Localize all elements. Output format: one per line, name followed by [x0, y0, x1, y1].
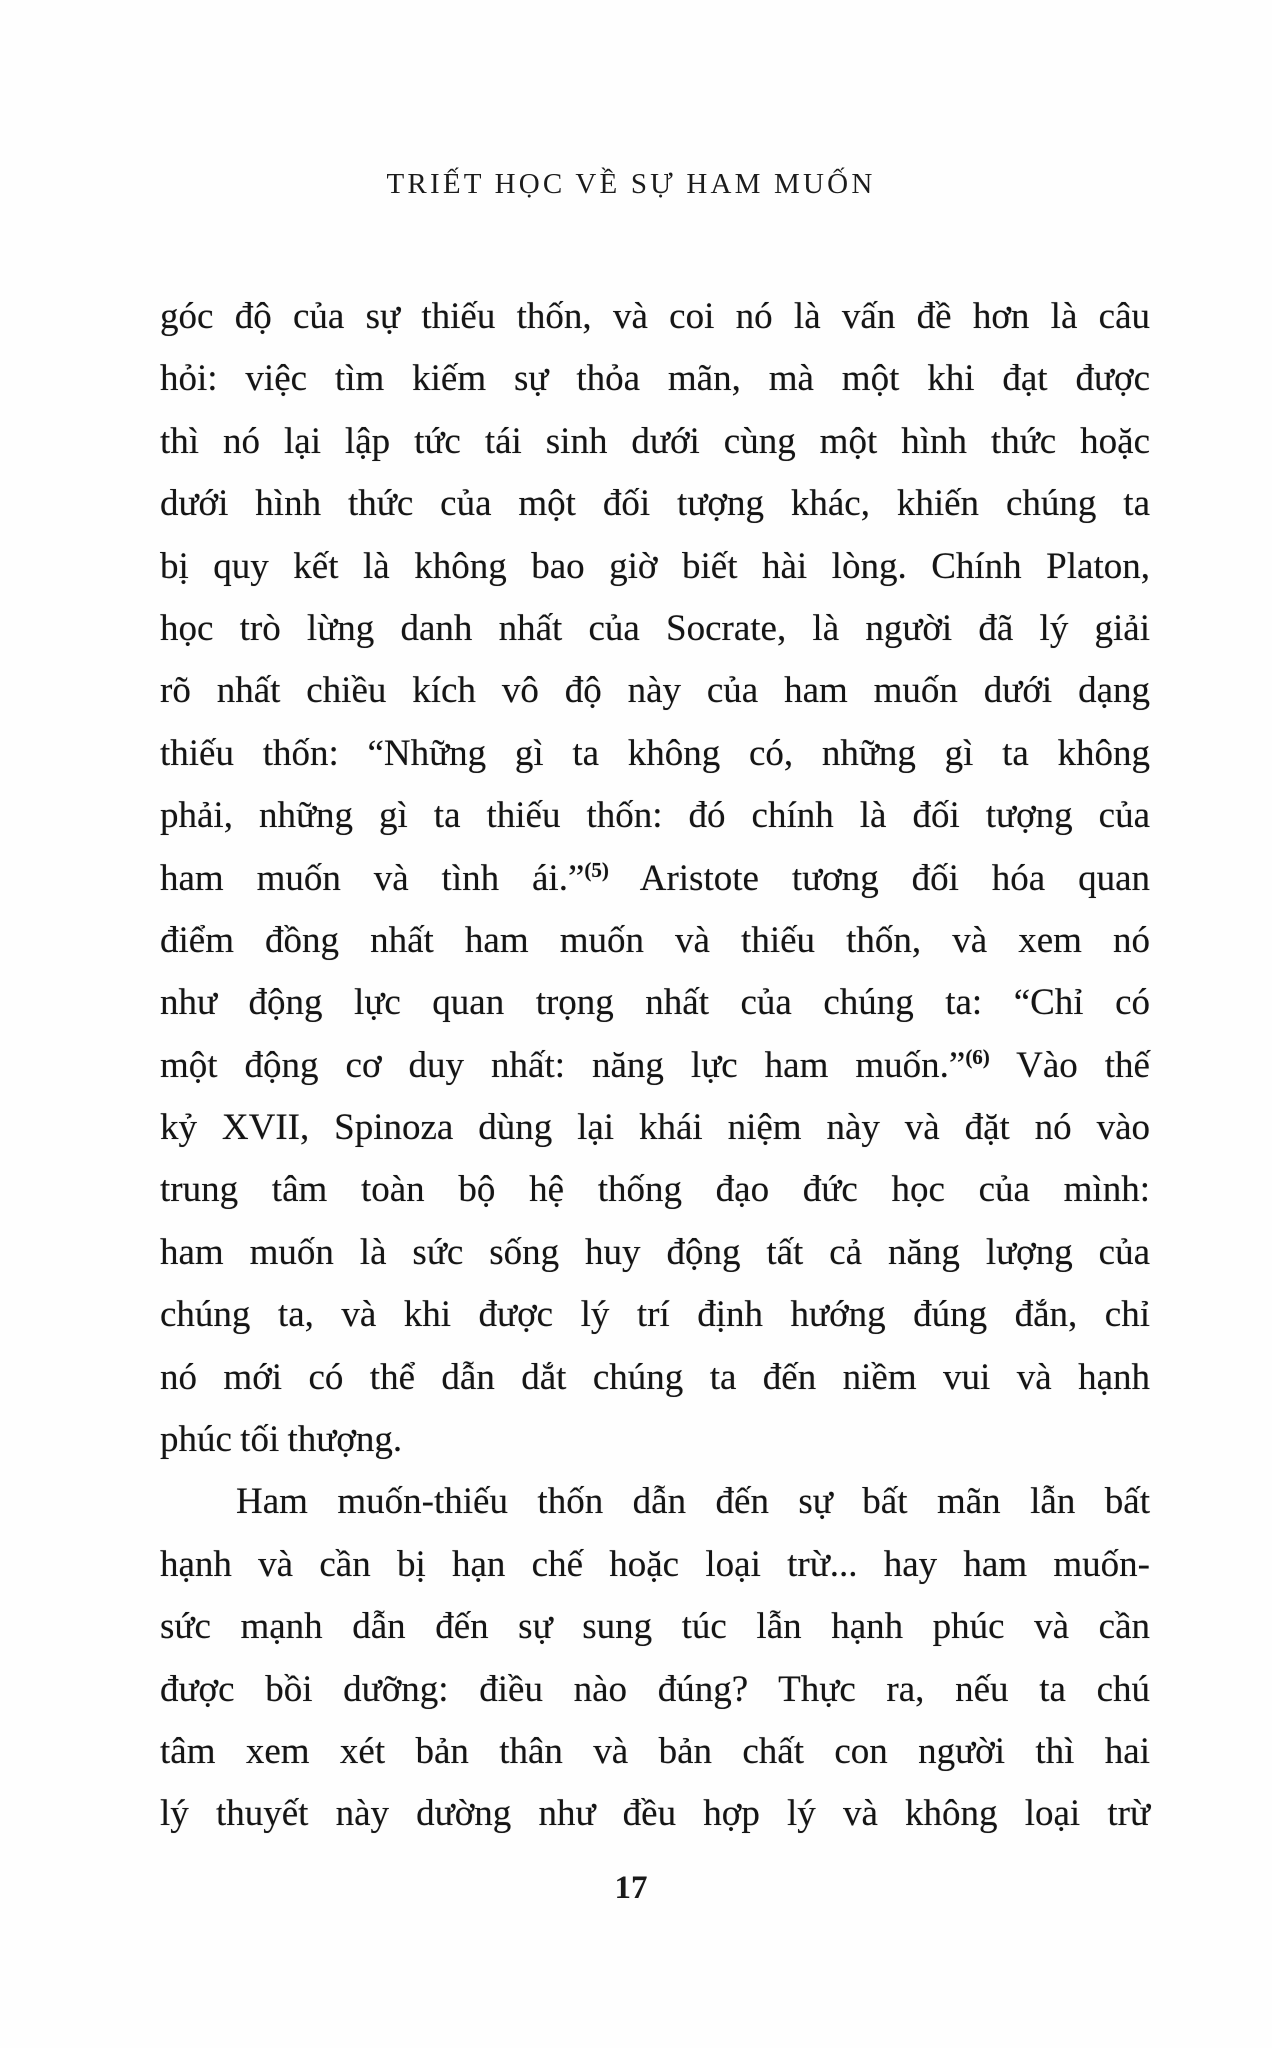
text-line: trung tâm toàn bộ hệ thống đạo đức học của mình: — [160, 1169, 1150, 1211]
text-segment: một động cơ duy nhất: năng lực ham muốn.” — [160, 1044, 966, 1086]
text-line: thì nó lại lập tức tái sinh dưới cùng một hình thức hoặc — [160, 420, 1150, 462]
text-line: phải, những gì ta thiếu thốn: đó chính là đối tượng của — [160, 795, 1150, 837]
page-number: 17 — [614, 1870, 648, 1906]
paragraph-2 — [160, 1471, 1150, 1845]
text-line: tâm xem xét bản thân và bản chất con người thì hai — [160, 1730, 1150, 1772]
text-line: sức mạnh dẫn đến sự sung túc lẫn hạnh phúc và cần — [160, 1606, 1150, 1648]
text-line: như động lực quan trọng nhất của chúng ta: “Chỉ có — [160, 982, 1150, 1024]
text-line: thiếu thốn: “Những gì ta không có, những gì ta không — [160, 732, 1150, 774]
text-segment: ham muốn và tình ái.” — [160, 857, 585, 899]
text-line: điểm đồng nhất ham muốn và thiếu thốn, và xem nó — [160, 919, 1150, 961]
text-line: lý thuyết này dường như đều hợp lý và không loại trừ — [160, 1793, 1150, 1835]
text-segment: Aristote tương đối hóa quan — [608, 857, 1151, 899]
text-line: dưới hình thức của một đối tượng khác, khiến chúng ta — [160, 483, 1150, 525]
text-line: hỏi: việc tìm kiếm sự thỏa mãn, mà một khi đạt được — [160, 358, 1150, 400]
running-header: TRIẾT HỌC VỀ SỰ HAM MUỐN — [386, 168, 876, 200]
text-line-indented: Ham muốn-thiếu thốn dẫn đến sự bất mãn lẫn bất — [236, 1481, 1150, 1523]
text-line: nó mới có thể dẫn dắt chúng ta đến niềm vui và hạnh — [160, 1356, 1150, 1398]
text-line: kỷ XVII, Spinoza dùng lại khái niệm này và đặt nó vào — [160, 1107, 1150, 1149]
text-line: ham muốn là sức sống huy động tất cả năng lượng của — [160, 1231, 1150, 1273]
text-line-last: phúc tối thượng. — [160, 1419, 403, 1461]
footnote-ref-5[interactable]: (5) — [584, 857, 609, 882]
text-line: được bồi dưỡng: điều nào đúng? Thực ra, nếu ta chú — [160, 1668, 1150, 1710]
footnote-ref-6[interactable]: (6) — [965, 1044, 990, 1069]
text-line: góc độ của sự thiếu thốn, và coi nó là vấn đề hơn là câu — [160, 296, 1150, 337]
text-line-with-footnote — [160, 1035, 1150, 1097]
text-line: bị quy kết là không bao giờ biết hài lòng. Chính Platon, — [160, 545, 1150, 587]
text-line: chúng ta, và khi được lý trí định hướng đúng đắn, chỉ — [160, 1294, 1150, 1336]
text-line: rõ nhất chiều kích vô độ này của ham muốn dưới dạng — [160, 670, 1150, 712]
text-segment: Vào thế — [989, 1044, 1150, 1086]
text-line: hạnh và cần bị hạn chế hoặc loại trừ... hay ham muốn- — [160, 1543, 1150, 1585]
text-line-with-footnote — [160, 848, 1150, 910]
body-text — [160, 286, 1150, 1846]
paragraph-1 — [160, 286, 1150, 1471]
text-line: học trò lừng danh nhất của Socrate, là người đã lý giải — [160, 607, 1150, 649]
